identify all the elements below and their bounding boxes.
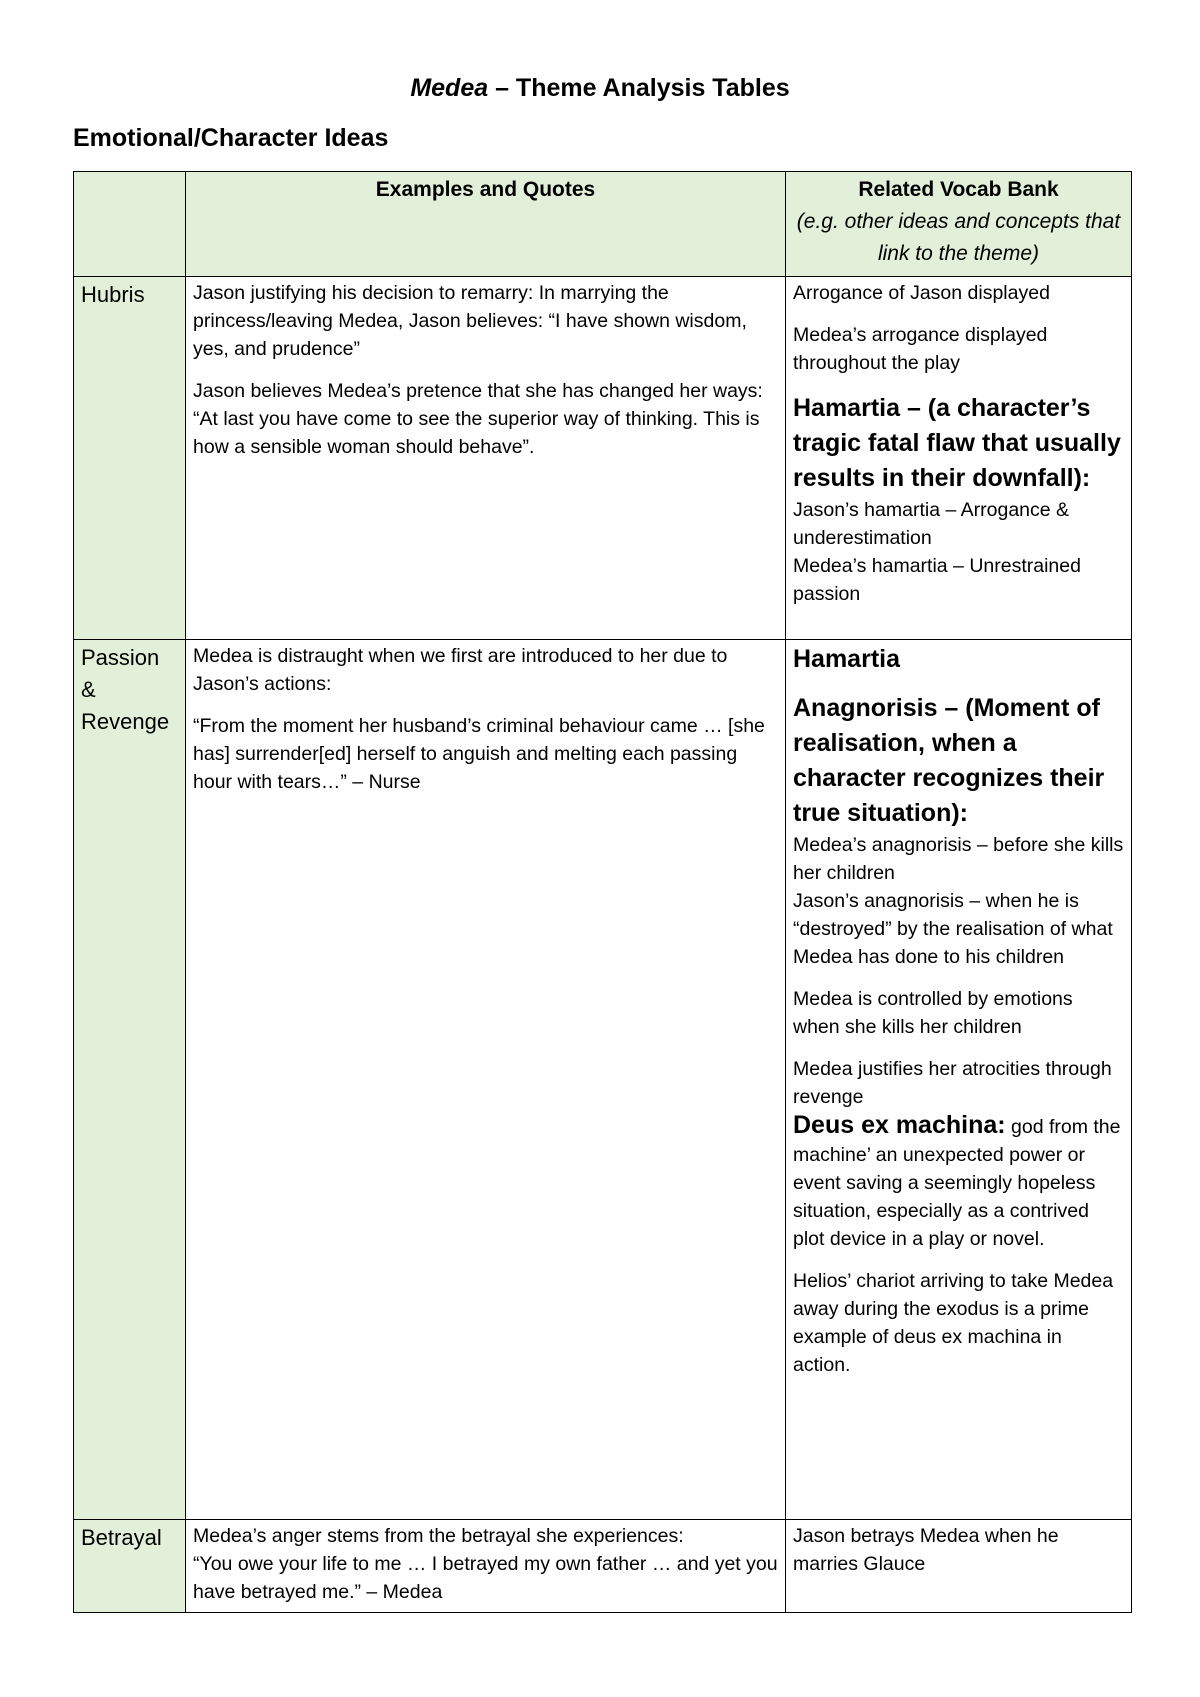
header-vocab-subtitle: (e.g. other ideas and concepts that link to the theme)	[796, 210, 1121, 265]
vocab-term-heading: Anagnorisis – (Moment of realisation, when a character recognizes their true situation):	[793, 694, 1105, 827]
theme-cell-passion-revenge: Passion & Revenge	[74, 640, 186, 1520]
table-row	[74, 640, 1132, 1520]
table-row	[74, 277, 1132, 640]
vocab-line: Medea’s anagnorisis – before she kills her children	[793, 834, 1124, 884]
title-play-name: Medea	[410, 74, 489, 102]
example-paragraph: “You owe your life to me … I betrayed my own father … and yet you have betrayed me.” – Medea	[193, 1553, 778, 1603]
header-examples-cell: Examples and Quotes	[186, 172, 786, 277]
table-header-row	[74, 172, 1132, 277]
vocab-cell	[786, 640, 1132, 1520]
header-vocab-title: Related Vocab Bank	[858, 178, 1059, 201]
vocab-line: Medea’s hamartia – Unrestrained passion	[793, 555, 1081, 605]
vocab-cell	[786, 1520, 1132, 1613]
table-row	[74, 1520, 1132, 1613]
vocab-paragraph: Helios’ chariot arriving to take Medea away during the exodus is a prime example of deus ex machina in action.	[793, 1270, 1114, 1376]
title-rest: – Theme Analysis Tables	[488, 74, 790, 102]
vocab-definition-text: god from the machine’ an unexpected power or event saving a seemingly hopeless situation, especially as a contrived plot device in a play or novel.	[793, 1116, 1121, 1250]
example-paragraph: Jason justifying his decision to remarry: In marrying the princess/leaving Medea, Jason believes: “I have shown wisdom, yes, and prudence”	[193, 282, 747, 360]
vocab-paragraph: Medea is controlled by emotions when she kills her children	[793, 988, 1073, 1038]
vocab-term-heading: Hamartia	[793, 645, 900, 673]
vocab-term-heading: Hamartia – (a character’s tragic fatal flaw that usually results in their downfall):	[793, 394, 1121, 492]
vocab-line: Jason’s hamartia – Arrogance & underestimation	[793, 499, 1070, 549]
example-paragraph: Jason believes Medea’s pretence that she has changed her ways: “At last you have come to see the superior way of thinking. This is how a sensible woman should behave”.	[193, 380, 763, 458]
vocab-paragraph: Arrogance of Jason displayed	[793, 282, 1050, 304]
examples-cell	[186, 277, 786, 640]
document-title	[0, 74, 1200, 103]
vocab-paragraph: Jason betrays Medea when he marries Glauce	[793, 1525, 1059, 1575]
section-heading: Emotional/Character Ideas	[73, 124, 389, 152]
theme-cell-hubris: Hubris	[74, 277, 186, 640]
examples-cell	[186, 640, 786, 1520]
vocab-definition	[793, 1111, 1124, 1253]
vocab-paragraph: Medea’s arrogance displayed throughout the play	[793, 324, 1048, 374]
header-theme-cell	[74, 172, 186, 277]
theme-analysis-table	[73, 171, 1132, 1613]
theme-cell-betrayal: Betrayal	[74, 1520, 186, 1613]
header-vocab-cell	[786, 172, 1132, 277]
example-paragraph: “From the moment her husband’s criminal behaviour came … [she has] surrender[ed] herself to anguish and melting each passing hour with tears…” – Nurse	[193, 715, 765, 793]
vocab-term-deus: Deus ex machina:	[793, 1111, 1006, 1139]
example-paragraph: Medea is distraught when we first are introduced to her due to Jason’s actions:	[193, 645, 728, 695]
example-paragraph: Medea’s anger stems from the betrayal she experiences:	[193, 1525, 684, 1547]
examples-cell	[186, 1520, 786, 1613]
vocab-paragraph: Medea justifies her atrocities through revenge	[793, 1058, 1112, 1108]
vocab-cell	[786, 277, 1132, 640]
vocab-line: Jason’s anagnorisis – when he is “destroyed” by the realisation of what Medea has done to his children	[793, 890, 1113, 968]
